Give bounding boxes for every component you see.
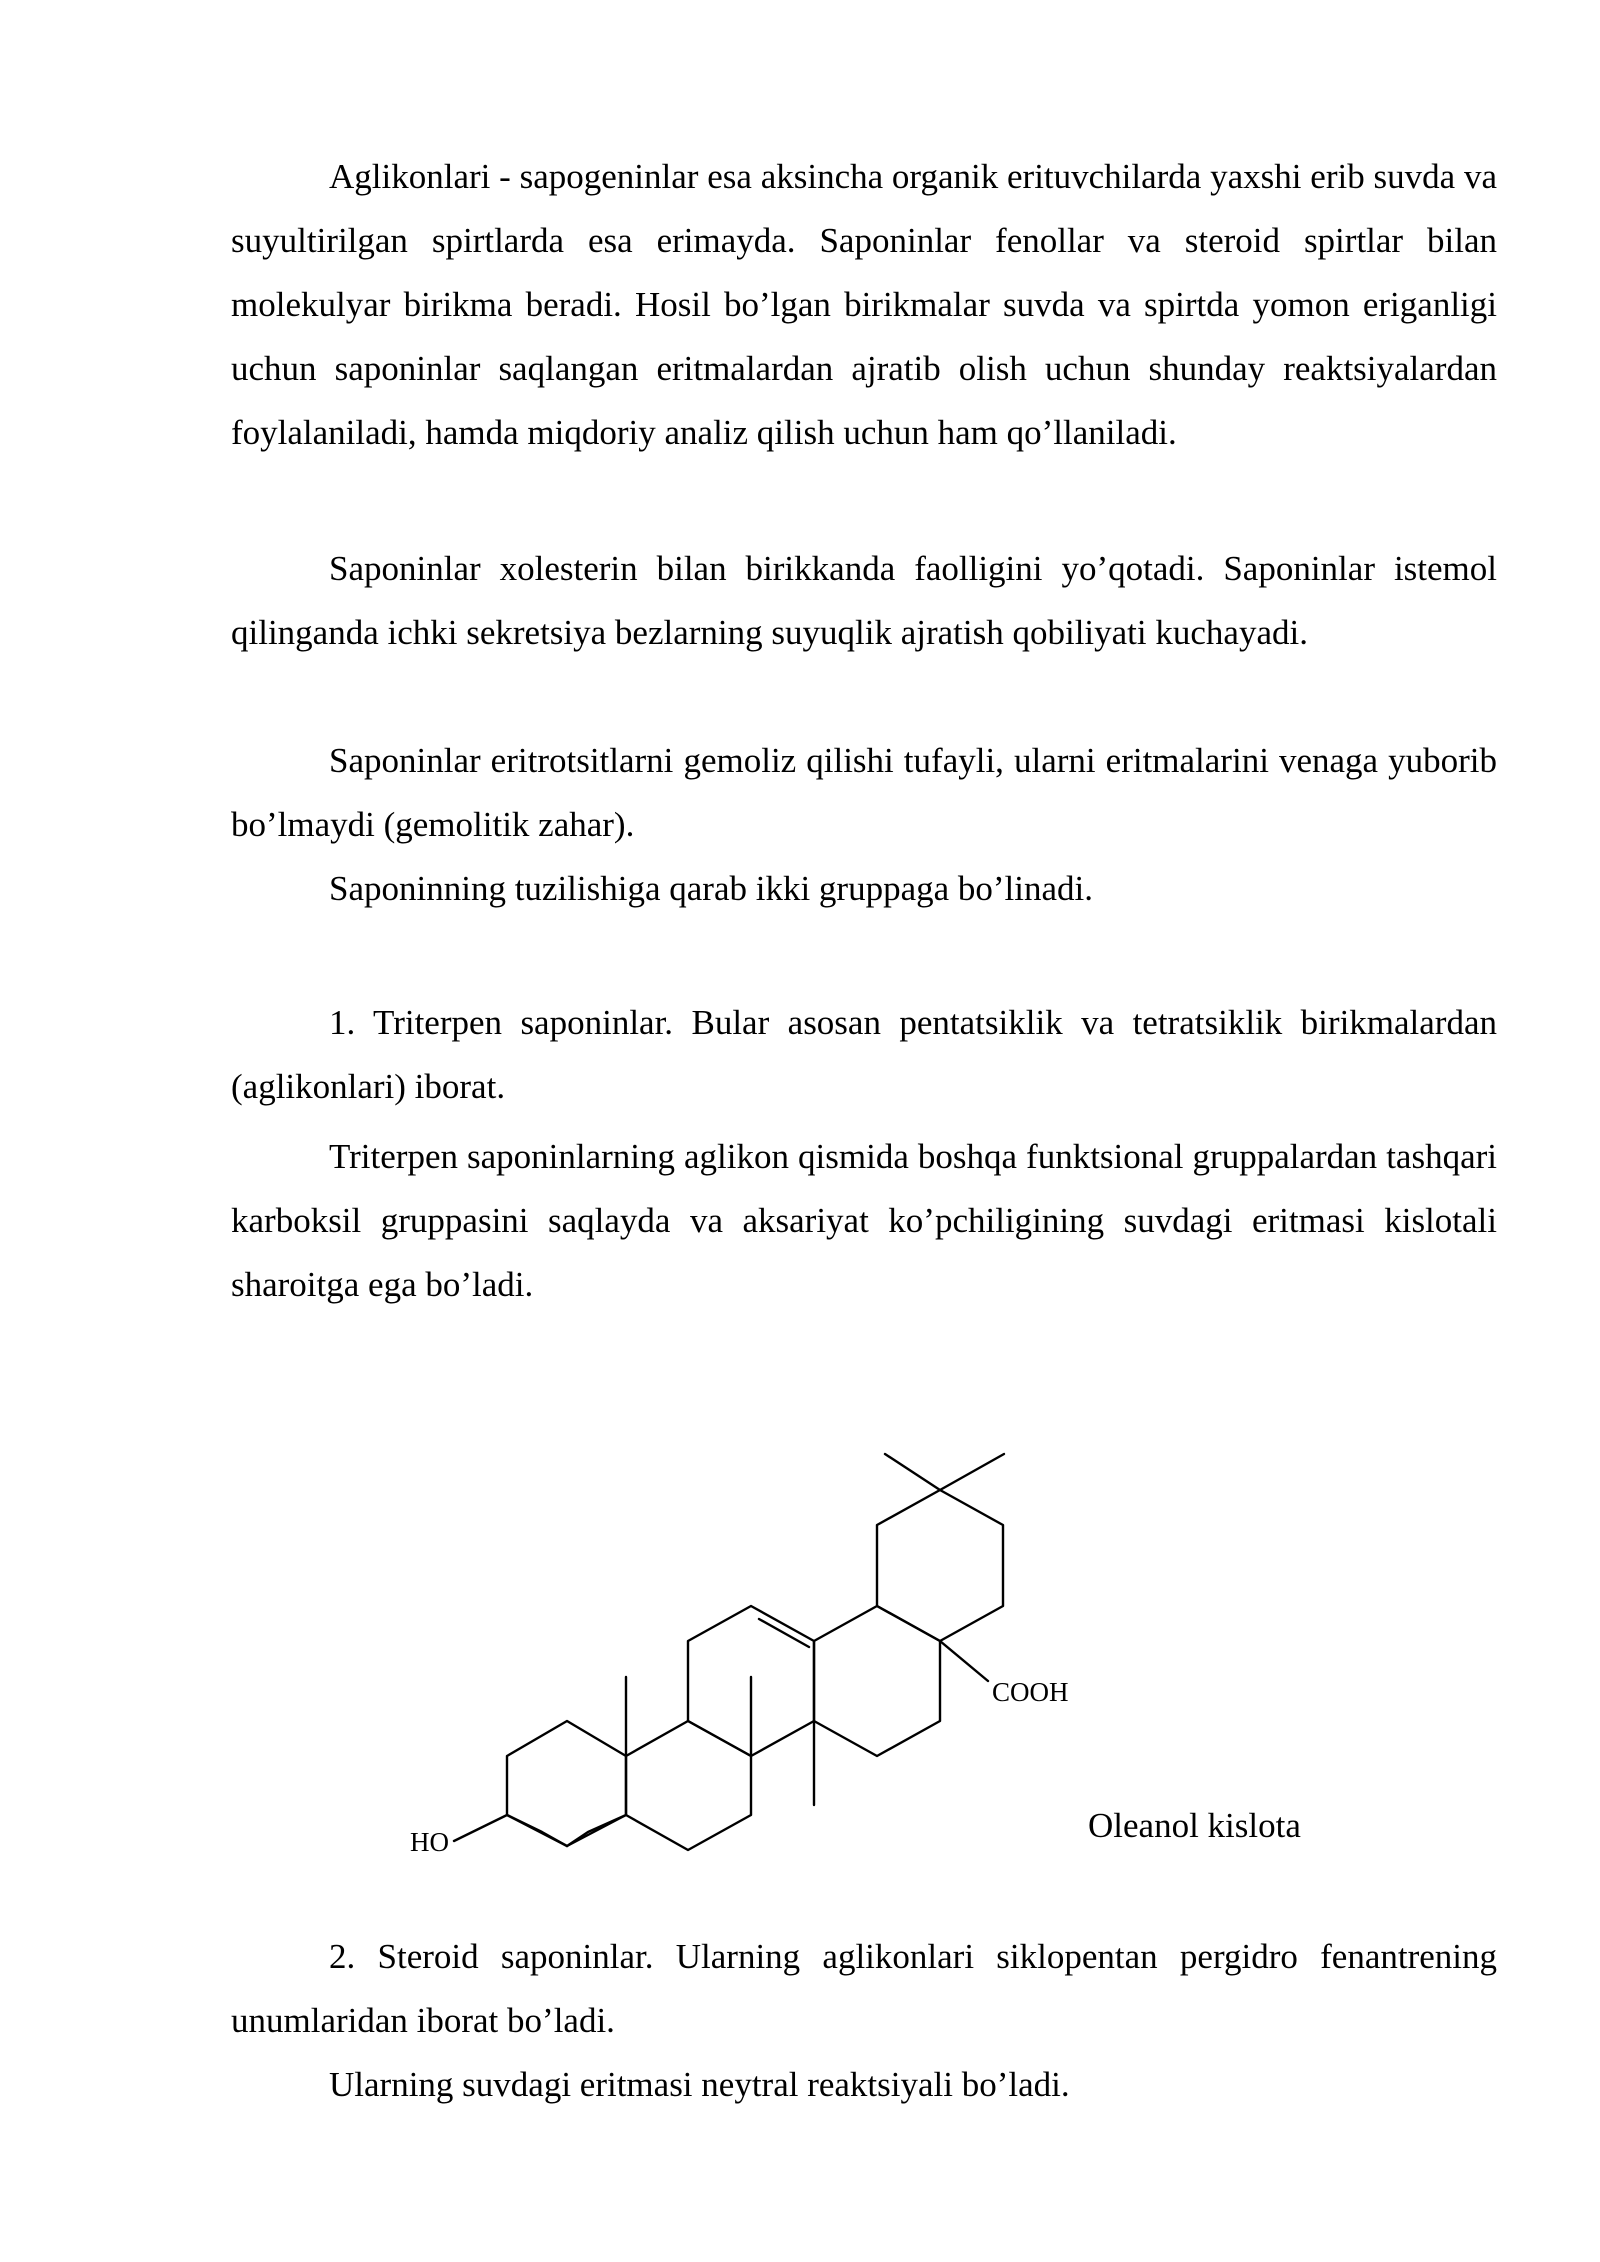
paragraph-triterpen-description: Triterpen saponinlarning aglikon qismida boshqa funktsional gruppalardan tashqari karboksil gruppasini saqlayda va aksariyat ko’pchiligining suvdagi eritmasi kislotali sharoitga ega bo’ladi. xyxy=(231,1137,1497,1304)
cooh-label: COOH xyxy=(992,1677,1069,1707)
paragraph-steroid-description: Ularning suvdagi eritmasi neytral reaktsiyali bo’ladi. xyxy=(329,2065,1070,2104)
paragraph-xolesterin: Saponinlar xolesterin bilan birikkanda faolligini yo’qotadi. Saponinlar istemol qilinganda ichki sekretsiya bezlarning suyuqlik ajratish qobiliyati kuchayadi. xyxy=(231,549,1497,652)
figure-caption: Oleanol kislota xyxy=(1088,1806,1301,1845)
carboxyl-bond xyxy=(940,1641,988,1681)
methyl-bond-c20a xyxy=(885,1454,940,1490)
ho-label: HO xyxy=(410,1827,449,1857)
ring-d xyxy=(814,1606,940,1756)
hydroxyl-bond xyxy=(454,1815,507,1841)
structure-diagram xyxy=(380,1365,1180,1875)
oleanolic-acid-structure xyxy=(380,1365,1180,1875)
ring-a xyxy=(507,1721,626,1846)
paragraph-triterpen-heading: 1. Triterpen saponinlar. Bular asosan pentatsiklik va tetratsiklik birikmalardan (aglikonlari) iborat. xyxy=(231,1003,1497,1106)
methyl-bond-c20b xyxy=(940,1454,1004,1490)
skeleton-bonds xyxy=(454,1454,1004,1850)
paragraph-aglikonlari: Aglikonlari - sapogeninlar esa aksincha organik erituvchilarda yaxshi erib suvda va suyultirilgan spirtlarda esa erimayda. Saponinlar fenollar va steroid spirtlar bilan molekulyar birikma beradi. Hosil bo’lgan birikmalar suvda va spirtda yomon eriganligi uchun saponinlar saqlangan eritmalardan ajratib olish uchun shunday reaktsiyalardan foylalaniladi, hamda miqdoriy analiz qilish uchun ham qo’llaniladi. xyxy=(231,157,1497,452)
paragraph-classification: Saponinning tuzilishiga qarab ikki gruppaga bo’linadi. xyxy=(329,869,1094,908)
paragraph-steroid-heading: 2. Steroid saponinlar. Ularning aglikonlari siklopentan pergidro fenantrening unumlaridan iborat bo’ladi. xyxy=(231,1937,1497,2040)
paragraph-gemoliz: Saponinlar eritrotsitlarni gemoliz qilishi tufayli, ularni eritmalarini venaga yuborib bo’lmaydi (gemolitik zahar). xyxy=(231,741,1497,844)
ring-e xyxy=(877,1490,1003,1641)
ring-b xyxy=(626,1721,751,1850)
